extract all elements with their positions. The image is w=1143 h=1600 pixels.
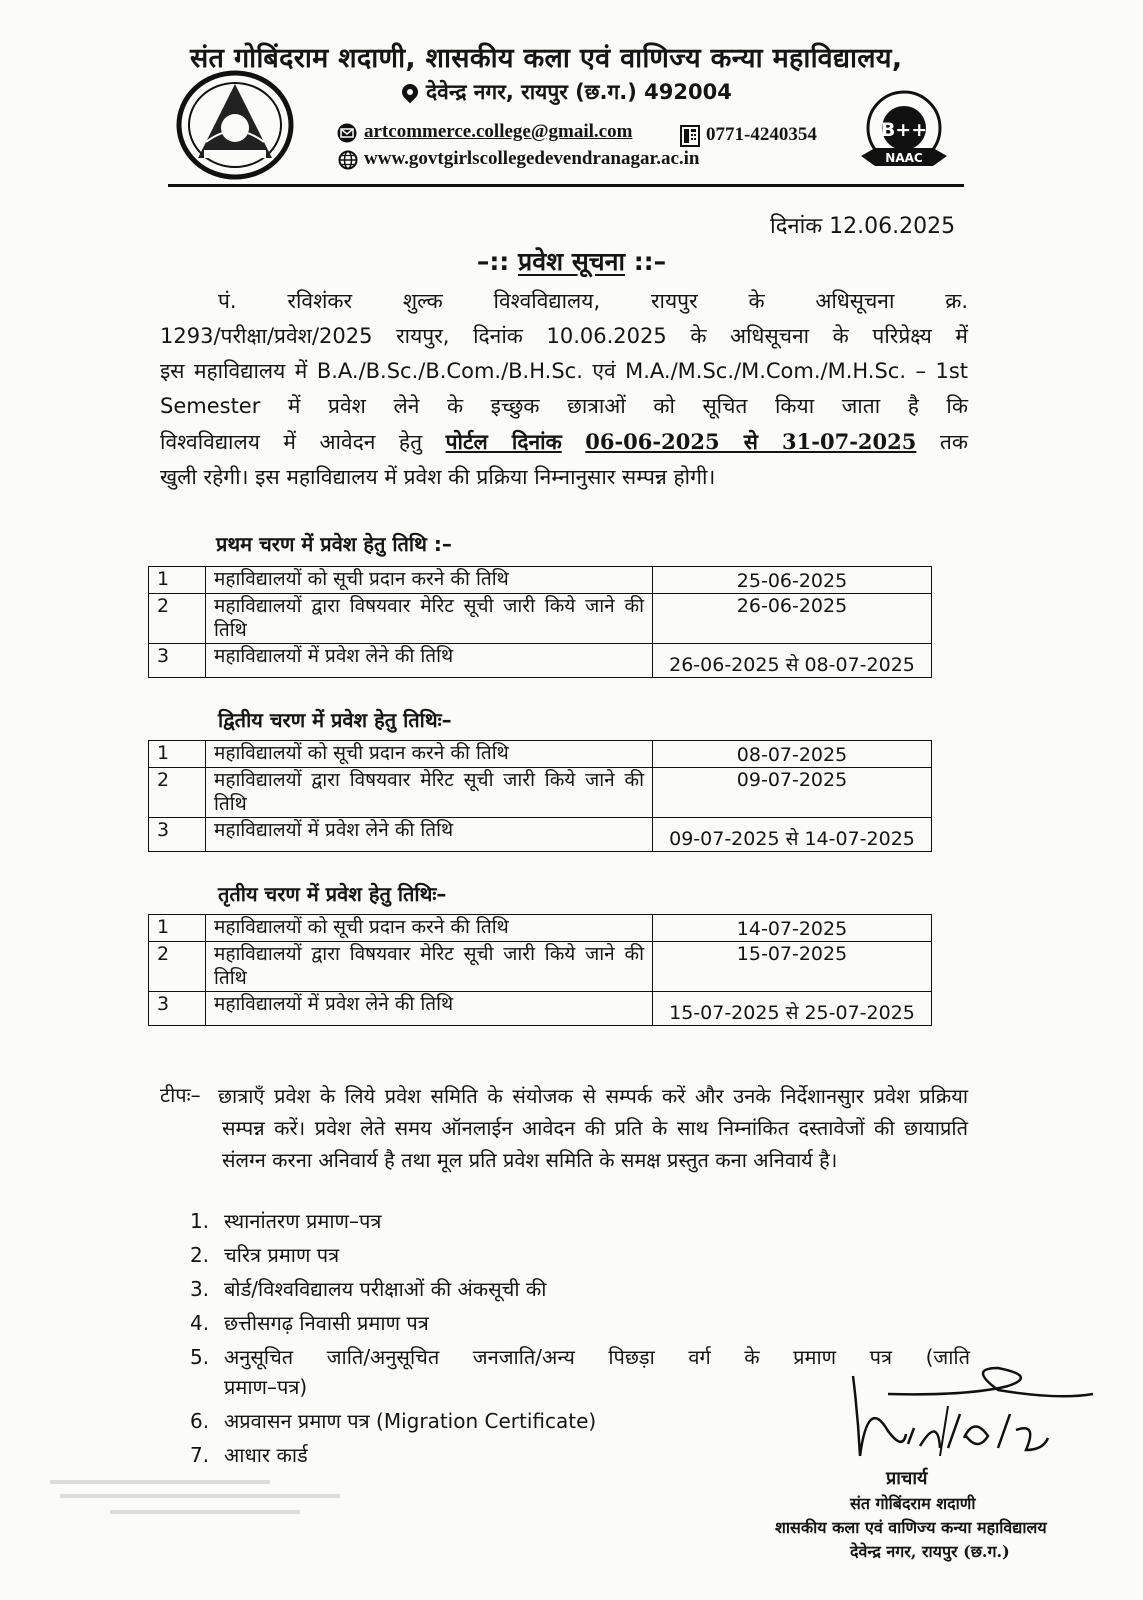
row-date: 09-07-2025 से 14-07-2025 [653, 818, 932, 852]
principal-signature [848, 1356, 1098, 1466]
row-number: 3 [149, 644, 206, 678]
globe-icon [338, 150, 358, 170]
phase-2-heading: द्वितीय चरण में प्रवेश हेतु तिथिः– [218, 708, 452, 732]
list-text-continued: प्रमाण–पत्र) [224, 1375, 308, 1399]
title-suffix: ::– [624, 247, 667, 276]
notice-date: दिनांक 12.06.2025 [770, 214, 956, 239]
list-number: 6. [190, 1409, 210, 1433]
title-prefix: –:: [476, 247, 519, 276]
location-pin-icon [399, 81, 422, 104]
body-line-1: पं. रविशंकर शुल्क विश्वविद्यालय, रायपुर के अधिसूचना क्र. [218, 289, 968, 313]
phone-number: 0771-4240354 [706, 124, 817, 145]
table-row [149, 768, 932, 818]
list-text: चरित्र प्रमाण पत्र [224, 1243, 340, 1267]
row-number: 2 [149, 594, 206, 644]
row-description: महाविद्यालयों को सूची प्रदान करने की तिथि [206, 741, 653, 768]
list-text: छत्तीसगढ़ निवासी प्रमाण पत्र [224, 1311, 429, 1335]
row-description: महाविद्यालयों द्वारा विषयवार मेरिट सूची जारी किये जाने की तिथि [206, 594, 653, 644]
body-line-4: Semester में प्रवेश लेने के इच्छुक छात्राओं को सूचित किया जाता है कि [160, 394, 968, 418]
list-text: आधार कार्ड [224, 1443, 308, 1467]
phone-line [680, 124, 817, 147]
row-date: 26-06-2025 से 08-07-2025 [653, 644, 932, 678]
row-number: 1 [149, 915, 206, 942]
list-text: स्थानांतरण प्रमाण–पत्र [224, 1209, 382, 1233]
list-number: 2. [190, 1243, 210, 1267]
row-date: 14-07-2025 [653, 915, 932, 942]
body-line-5 [160, 424, 968, 460]
table-row [149, 915, 932, 942]
email-link[interactable]: artcommerce.college@gmail.com [364, 121, 633, 142]
list-text: अप्रवासन प्रमाण पत्र (Migration Certificate) [224, 1409, 597, 1433]
list-text: अनुसूचित जाति/अनुसूचित जनजाति/अन्य पिछड़ा वर्ग के प्रमाण पत्र (जाति [224, 1345, 970, 1369]
row-number: 3 [149, 992, 206, 1026]
principal-label: प्राचार्य [886, 1468, 928, 1489]
phase-1-heading: प्रथम चरण में प्रवेश हेतु तिथि :– [216, 532, 452, 556]
table-row [149, 644, 932, 678]
row-date: 25-06-2025 [653, 567, 932, 594]
row-description: महाविद्यालयों को सूची प्रदान करने की तिथि [206, 567, 653, 594]
phase-1-table [148, 566, 932, 678]
row-number: 2 [149, 942, 206, 992]
table-row [149, 567, 932, 594]
list-text: बोर्ड/विश्वविद्यालय परीक्षाओं की अंकसूची की [224, 1277, 547, 1301]
table-row [149, 818, 932, 852]
row-number: 3 [149, 818, 206, 852]
body-line-5-pre: विश्वविद्यालय में आवेदन हेतु [160, 430, 423, 454]
naac-badge [855, 86, 953, 182]
naac-label: NAAC [885, 151, 923, 165]
title-text: प्रवेश सूचना [518, 247, 625, 276]
row-description: महाविद्यालयों में प्रवेश लेने की तिथि [206, 644, 653, 678]
row-description: महाविद्यालयों में प्रवेश लेने की तिथि [206, 818, 653, 852]
table-row [149, 942, 932, 992]
stamp-line-3: देवेन्द्र नगर, रायपुर (छ.ग.) [850, 1542, 1010, 1561]
row-number: 1 [149, 567, 206, 594]
phase-3-heading: तृतीय चरण में प्रवेश हेतु तिथिः– [218, 882, 447, 906]
list-item [190, 1274, 970, 1304]
college-logo [176, 70, 294, 180]
list-number: 1. [190, 1209, 210, 1233]
table-row [149, 992, 932, 1026]
row-date: 26-06-2025 [653, 594, 932, 644]
college-name: संत गोबिंदराम शदाणी, शासकीय कला एवं वाणिज्य कन्या महाविद्यालय, [190, 43, 903, 74]
row-description: महाविद्यालयों द्वारा विषयवार मेरिट सूची जारी किये जाने की तिथि [206, 768, 653, 818]
stamp-line-2: शासकीय कला एवं वाणिज्य कन्या महाविद्यालय [775, 1518, 1047, 1537]
list-item [190, 1240, 970, 1270]
row-date: 09-07-2025 [653, 768, 932, 818]
body-line-6: खुली रहेगी। इस महाविद्यालय में प्रवेश की प्रक्रिया निम्नानुसार सम्पन्न होगी। [160, 465, 716, 489]
row-description: महाविद्यालयों द्वारा विषयवार मेरिट सूची जारी किये जाने की तिथि [206, 942, 653, 992]
website-link[interactable]: www.govtgirlscollegedevendranagar.ac.in [364, 148, 700, 169]
notice-title [0, 244, 1143, 278]
list-number: 3. [190, 1277, 210, 1301]
row-number: 2 [149, 768, 206, 818]
address-text: देवेन्द्र नगर, रायपुर (छ.ग.) 492004 [426, 80, 732, 104]
row-description: महाविद्यालयों को सूची प्रदान करने की तिथि [206, 915, 653, 942]
portal-dates: 06-06-2025 से 31-07-2025 [585, 429, 917, 454]
row-date: 15-07-2025 से 25-07-2025 [653, 992, 932, 1026]
telephone-icon [680, 125, 700, 147]
row-description: महाविद्यालयों में प्रवेश लेने की तिथि [206, 992, 653, 1026]
phase-2-table [148, 740, 932, 852]
list-number: 5. [190, 1345, 210, 1369]
list-item [190, 1206, 970, 1236]
row-number: 1 [149, 741, 206, 768]
email-line [336, 121, 632, 143]
note-text: छात्राएँ प्रवेश के लिये प्रवेश समिति के संयोजक से सम्पर्क करें और उनके निर्देशानसुार प्रवेश प्रक्रिया सम्पन्न करें। प्रवेश लेते समय ऑनलाईन आवेदन की प्रति के साथ निम्नांकित दस्तावेजों की छायाप्रति संलग्न करना अनिवार्य है तथा मूल प्रति प्रवेश समिति के समक्ष प्रस्तुत कना अनिवार्य है। [218, 1084, 968, 1172]
list-number: 4. [190, 1311, 210, 1335]
body-line-2: 1293/परीक्षा/प्रवेश/2025 रायपुर, दिनांक 10.06.2025 के अधिसूचना के परिप्रेक्ष्य में [160, 324, 968, 348]
phase-3-table [148, 914, 932, 1026]
table-row [149, 741, 932, 768]
note-label: टीपः– [160, 1083, 201, 1107]
list-number: 7. [190, 1443, 210, 1467]
college-address [402, 78, 732, 106]
paper-smudge [40, 1470, 380, 1530]
stamp-line-1: संत गोबिंदराम शदाणी [850, 1494, 976, 1513]
table-row [149, 594, 932, 644]
notice-body [160, 284, 968, 495]
portal-text: पोर्टल दिनांक [445, 430, 562, 454]
body-line-3: इस महाविद्यालय में B.A./B.Sc./B.Com./B.H.Sc. एवं M.A./M.Sc./M.Com./M.H.Sc. – 1st [160, 359, 968, 383]
row-date: 15-07-2025 [653, 942, 932, 992]
list-item [190, 1308, 970, 1338]
header-divider [168, 184, 964, 187]
row-date: 08-07-2025 [653, 741, 932, 768]
website-line [338, 148, 699, 170]
naac-grade: B++ [880, 119, 928, 141]
body-line-5-post: तक [939, 430, 968, 454]
email-icon [336, 123, 358, 143]
